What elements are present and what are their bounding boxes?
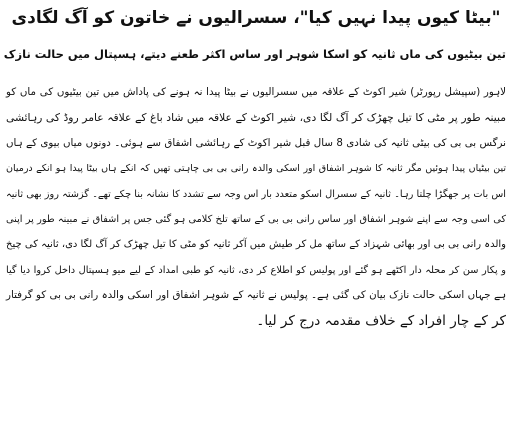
subheadline: تین بیٹیوں کی ماں ثانیہ کو اسکا شوہر اور ساس اکثر طعنے دیتے، ہسپتال میں حالت نازک — [3, 47, 506, 61]
body-line: مبینہ طور پر مٹی کا تیل چھڑک کر آگ لگا دی، شیر اکوٹ کے علاقہ میں شاد باغ کے علاقہ عامر روڈ کی رہائشی — [6, 111, 506, 125]
body-line: ہے جہاں اسکی حالت نازک بیان کی گئی ہے۔ پولیس نے ثانیہ کے شوہر اشفاق اور اسکی والدہ رانی بی بی کو گرفتار — [6, 289, 506, 302]
body-line: تین بیٹیاں پیدا ہوئیں مگر ثانیہ کا شوہر اشفاق اور اسکی والدہ رانی بی بی چاہتی تھیں کہ انکے ہاں بیٹا پیدا ہو انکے درمیان — [6, 163, 506, 175]
body-line: کر کے چار افراد کے خلاف مقدمہ درج کر لیا۔ — [256, 312, 506, 329]
headline: "بیٹا کیوں پیدا نہیں کیا"، سسرالیوں نے خاتون کو آگ لگادی — [11, 8, 501, 28]
body-line: کی اسی وجہ سے اپنے شوہر اشفاق اور ساس رانی بی بی کے ساتھ تلخ کلامی ہو گئی جس پر اشفاق نے مبینہ طور پر اپنی — [6, 214, 506, 226]
body-line: اس بات پر جھگڑا چلتا رہا۔ ثانیہ کے سسرال اسکو متعدد بار اس وجہ سے تشدد کا نشانہ بنا چکے تھے۔ گزشتہ روز بھی ثانیہ — [6, 188, 506, 200]
body-line: لاہور (سپیشل رپورٹر) شیر اکوٹ کے علاقہ میں سسرالیوں نے بیٹا پیدا نہ ہونے کی پاداش میں تین بیٹیوں کی ماں کو — [6, 86, 506, 98]
body-line: و پکار سن کر محلہ دار اکٹھے ہو گئے اور پولیس کو اطلاع کر دی، ثانیہ کو طبی امداد کے لیے میو ہسپتال داخل کروا دیا گیا — [6, 264, 506, 276]
article-body — [6, 80, 506, 334]
body-line: والدہ رانی بی بی اور بھائی شہزاد کے ساتھ مل کر طیش میں آکر ثانیہ کو مٹی کا تیل چھڑک کر آگ لگا دی، ثانیہ کی چیخ — [6, 239, 506, 251]
body-line: نرگس بی بی کی بیٹی ثانیہ کی شادی 8 سال قبل شیر اکوٹ کے رہائشی اشفاق سے ہوئی۔ دونوں میاں بیوی کے ہاں — [6, 136, 507, 149]
